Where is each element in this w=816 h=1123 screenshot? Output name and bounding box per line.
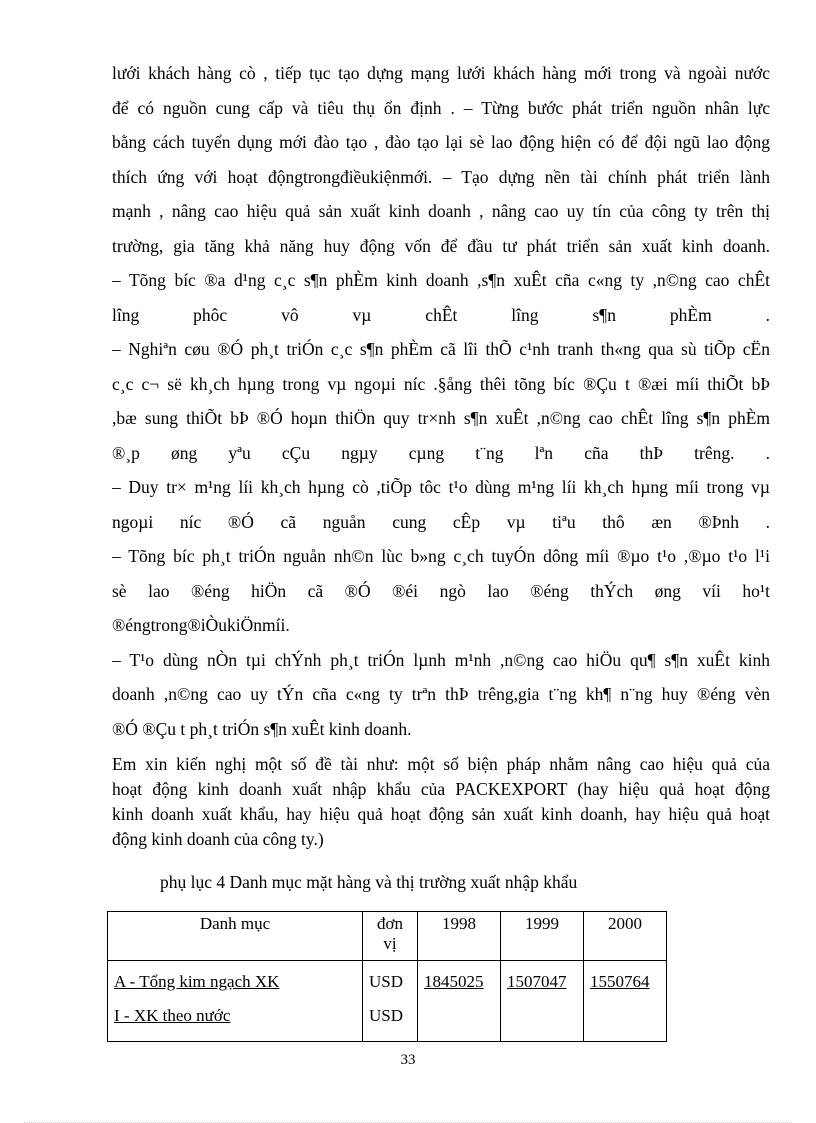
text-line: ngoµi níc ®Ó cã nguån cung cÊp vµ tiªu thô æn ®Þnh . <box>112 511 770 532</box>
text-line: để có nguồn cung cấp và tiêu thụ ổn định . – Từng bước phát triển nguồn nhân lực <box>112 97 770 118</box>
text-line: ®éngtrong®iÒukiÖnmíi. <box>112 615 290 635</box>
text-line: trường, gia tăng khả năng huy động vốn để đầu tư phát triển sản xuất kinh doanh. <box>112 235 770 256</box>
value-cell <box>418 961 501 1042</box>
text-line: động kinh doanh của công ty.) <box>112 829 324 849</box>
text-line: hoạt động kinh doanh xuất nhập khẩu của PACKEXPORT (hay hiệu quả hoạt động <box>112 779 770 799</box>
value-1999: 1507047 <box>507 972 567 991</box>
header-cell: Danh mục <box>108 912 363 961</box>
text-line: ®¸p øng yªu cÇu ngµy cµng t¨ng lªn cña thÞ trêng. . <box>112 442 770 463</box>
value-cell <box>501 961 584 1042</box>
value-1998: 1845025 <box>424 972 484 991</box>
text-line: – T¹o dùng nÒn tµi chÝnh ph¸t triÓn lµnh m¹nh ,n©ng cao hiÖu qu¶ s¶n xuÊt kinh <box>112 649 770 670</box>
text-line: c¸c c¬ së kh¸ch hµng trong vµ ngoµi níc .§ång thêi tõng bíc ®Çu t ®æi míi thiÕt bÞ <box>112 373 770 394</box>
header-cell: 1999 <box>501 912 584 961</box>
text-line: thích ứng với hoạt độngtrongđiềukiệnmới. – Tạo dựng nền tài chính phát triển lành <box>112 166 770 187</box>
table-caption: phụ lục 4 Danh mục mặt hàng và thị trường xuất nhập khẩu <box>160 872 578 892</box>
appendix-table <box>107 911 667 1042</box>
table-row <box>108 961 667 1042</box>
text-line: Em xin kiến nghị một số đề tài như: một số biện pháp nhằm nâng cao hiệu quả của <box>112 754 770 774</box>
text-line: doanh ,n©ng cao uy tÝn cña c«ng ty trªn thÞ trêng,gia t¨ng kh¶ n¨ng huy ®éng vèn <box>112 684 770 704</box>
body-text <box>112 56 770 746</box>
text-line: – Nghiªn cøu ®Ó ph¸t triÓn c¸c s¶n phÈm cã lîi thÕ c¹nh tranh th«ng qua sù tiÕp cËn <box>112 339 770 359</box>
unit-value: USD <box>369 972 404 991</box>
text-line: bằng cách tuyển dụng mới đào tạo , đào tạo lại sè lao động hiện có để đội ngũ lao động <box>112 132 770 152</box>
recommendation-paragraph <box>112 752 770 852</box>
header-cell: 2000 <box>584 912 667 961</box>
category-label: I - XK theo nước <box>114 1006 231 1025</box>
unit-value: USD <box>369 1006 404 1025</box>
text-line: ,bæ sung thiÕt bÞ ®Ó hoµn thiÖn quy tr×nh s¶n xuÊt ,n©ng cao chÊt lîng s¶n phÈm <box>112 408 770 428</box>
header-cell: 1998 <box>418 912 501 961</box>
unit-cell <box>363 961 418 1042</box>
text-line: mạnh , nâng cao hiệu quả sản xuất kinh doanh , nâng cao uy tín của công ty trên thị <box>112 201 770 221</box>
text-line: – Tõng bíc ®a d¹ng c¸c s¶n phÈm kinh doanh ,s¶n xuÊt cña c«ng ty ,n©ng cao chÊt <box>112 270 770 290</box>
header-cell: đơn vị <box>363 912 418 961</box>
text-line: lưới khách hàng cò , tiếp tục tạo dựng mạng lưới khách hàng mới trong và ngoài nước <box>112 63 770 83</box>
text-line: sè lao ®éng hiÖn cã ®Ó ®éi ngò lao ®éng thÝch øng víi ho¹t <box>112 580 770 601</box>
category-label: A - Tổng kim ngạch XK <box>114 972 280 991</box>
text-line: kinh doanh xuất khẩu, hay hiệu quả hoạt động sản xuất kinh doanh, hay hiệu quả hoạt <box>112 804 770 824</box>
value-cell <box>584 961 667 1042</box>
value-2000: 1550764 <box>590 972 650 991</box>
text-line: – Duy tr× m¹ng líi kh¸ch hµng cò ,tiÕp tôc t¹o dùng m¹ng líi kh¸ch hµng míi trong vµ <box>112 477 770 497</box>
table-header-row <box>108 912 667 961</box>
text-line: lîng phôc vô vµ chÊt lîng s¶n phÈm . <box>112 304 770 325</box>
page-number: 33 <box>400 1052 416 1068</box>
category-cell <box>108 961 363 1042</box>
text-line: ®Ó ®Çu t ph¸t triÓn s¶n xuÊt kinh doanh. <box>112 718 412 739</box>
text-line: – Tõng bíc ph¸t triÓn nguån nh©n lùc b»ng c¸ch tuyÓn dông míi ®µo t¹o ,®µo t¹o l¹i <box>112 546 770 566</box>
